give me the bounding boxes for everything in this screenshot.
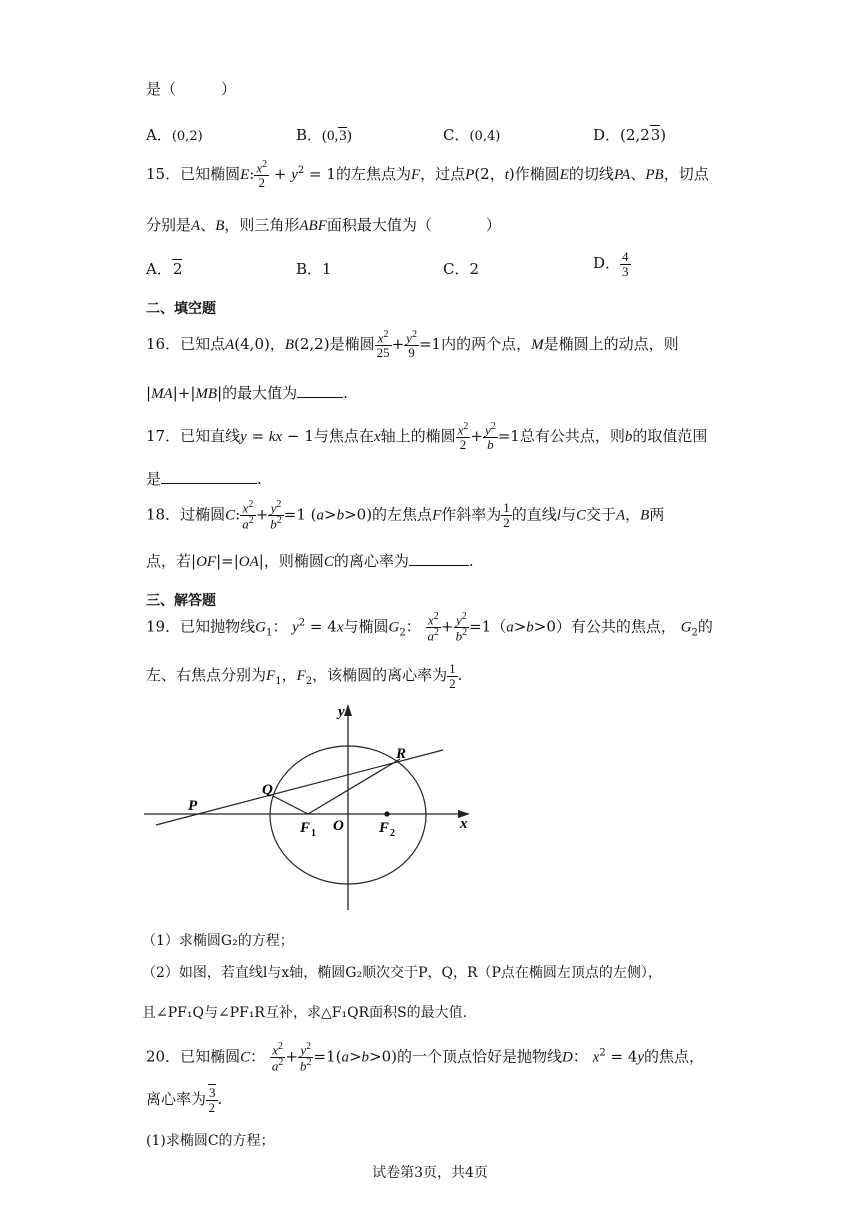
q16-line-1: 16．已知点A(4,0)，B(2,2)是椭圆 $\frac{x^2}{25}$ + $\frac{y^2}{9}$ =1内的两个点，M是椭圆上的动点，则: [146, 329, 679, 360]
label-f2-sub: 2: [390, 828, 395, 839]
label-f2: F: [379, 820, 390, 836]
page-footer: 试卷第3页，共4页: [372, 1165, 488, 1181]
q20-part-1: (1)求椭圆C的方程；: [146, 1133, 275, 1149]
q19-part-2a: （2）如图，若直线l与x轴，椭圆G₂顺次交于P，Q，R（P点在椭圆左顶点的左侧），: [142, 965, 662, 981]
q15-option-b: B．1: [296, 260, 332, 278]
q14-option-c: C．(0,4): [443, 126, 501, 144]
label-x: x: [460, 816, 468, 832]
q14-option-a: A．(0,2): [146, 126, 203, 144]
label-y: y: [338, 704, 345, 720]
q14-stem-tail: 是（ ）: [146, 80, 237, 98]
q19-line-2: 左、右焦点分别为$F_1$，$F_2$，该椭圆的离心率为 $\frac{1}{2}$ .: [146, 661, 463, 691]
q16-line-2: |MA|+|MB|的最大值为 .: [146, 384, 348, 402]
segment-f1q: [273, 796, 308, 814]
q15-option-a: A．2: [146, 260, 183, 278]
q19-part-2b: 且∠PF₁Q与∠PF₁R互补，求△F₁QR面积S的最大值.: [142, 1005, 468, 1021]
q17-line-2: 是 .: [146, 470, 262, 488]
q17-line-1: 17．已知直线y = kx − 1与焦点在x轴上的椭圆 $\frac{x^2}{2}$ + $\frac{y^2}{b}$ =1总有公共点，则b的取值范围: [146, 421, 708, 452]
label-q: Q: [262, 782, 273, 798]
q15-option-d: D． $\frac{4}{3}$: [593, 249, 629, 279]
q14-option-d: D．(2,23): [593, 126, 667, 144]
q15-option-c: C．2: [443, 260, 480, 278]
q15-line-2: 分别是A、B，则三角形ABF面积最大值为（ ）: [146, 216, 501, 234]
q19-figure: [140, 700, 480, 915]
q19-part-1: （1）求椭圆G₂的方程；: [142, 933, 294, 949]
label-o: O: [333, 818, 344, 834]
section-solve: 三、解答题: [146, 593, 216, 609]
q19-line-1: 19．已知抛物线$G_1$： $y^2 = 4x$与椭圆$G_2$： $\frac{x^2}{a^2}$ + $\frac{y^2}{b^2}$ =1（a>b>0）有公共的焦点， $G_2$的: [146, 611, 713, 644]
q14-option-b: B．(0,3): [296, 126, 352, 144]
q20-line-1: 20．已知椭圆C： $\frac{x^2}{a^2}$ + $\frac{y^2}{b^2}$ =1(a>b>0)的一个顶点恰好是抛物线D： $x^2 = 4y$的焦点，: [146, 1041, 705, 1074]
label-f1-sub: 1: [311, 828, 316, 839]
label-p: P: [188, 798, 198, 814]
y-axis-arrow: [344, 704, 352, 716]
point-f2: [384, 811, 389, 816]
q20-line-2: 离心率为 $\frac{3}{2}$ .: [146, 1085, 223, 1115]
label-r: R: [396, 746, 407, 762]
q15-line-1: 15．已知椭圆E: $\frac{x^2}{2}$ + $y^2 = 1$的左焦点为F，过点P(2，t)作椭圆E的切线PA、PB，切点: [146, 159, 709, 190]
q18-line-2: 点，若|OF|=|OA|，则椭圆C的离心率为 .: [146, 552, 474, 570]
section-fill-in: 二、填空题: [146, 301, 216, 317]
segment-f1r: [308, 759, 400, 814]
label-f1: F: [300, 820, 311, 836]
q18-line-1: 18．过椭圆C: $\frac{x^2}{a^2}$ + $\frac{y^2}{b^2}$ =1 (a>b>0)的左焦点F作斜率为 $\frac{1}{2}$ 的直线l与C交于A，B两: [146, 499, 665, 532]
